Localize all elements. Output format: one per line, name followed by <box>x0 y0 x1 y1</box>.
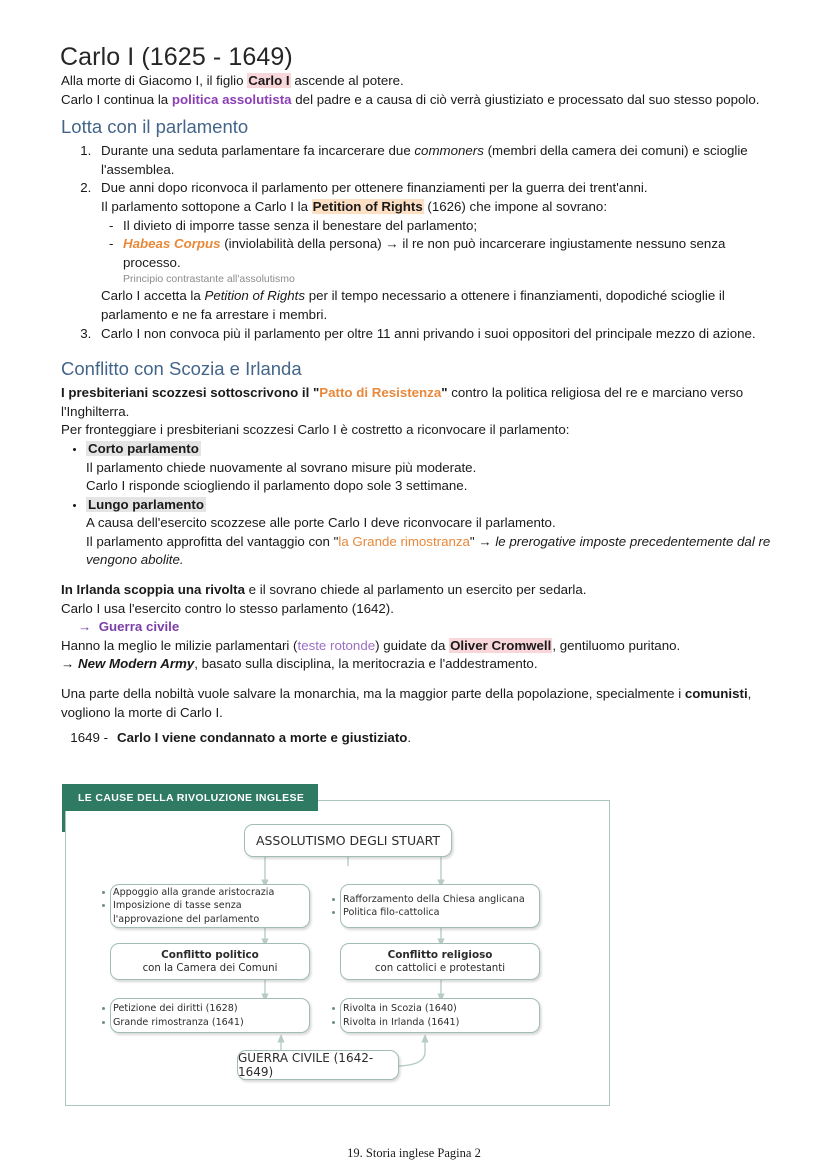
term-grande-rimostranza: la Grande rimostranza <box>338 533 470 549</box>
diagram-banner-label: LE CAUSE DELLA RIVOLUZIONE INGLESE <box>78 791 305 804</box>
list-item: Imposizione di tasse senza l'approvazione del parlamento <box>113 899 301 926</box>
year-text-rest: . <box>407 730 412 746</box>
diagram-node-right-events <box>340 998 540 1033</box>
intro-line-2 <box>61 91 783 110</box>
page-title: Carlo I (1625 - 1649) <box>60 42 293 71</box>
item2-close-prefix: Carlo I accetta la <box>101 288 205 304</box>
lungo-parlamento-consequence: le prerogative imposte precedentemente dal re vengono abolite. <box>86 533 771 568</box>
term-new-modern-army: New Modern Army <box>78 656 195 672</box>
diagram-node-root-label: ASSOLUTISMO DEGLI STUART <box>255 833 441 848</box>
arrow-icon-2: → <box>61 656 78 672</box>
arrow-icon: → <box>78 619 92 635</box>
list-item: - Il divieto di imporre tasse senza il benestare del parlamento; <box>123 217 783 236</box>
section3-line-1 <box>61 581 783 600</box>
year-label: 1649 - <box>70 730 108 746</box>
term-commoners: commoners <box>414 143 484 159</box>
corto-parlamento-line-2: Carlo I risponde sciogliendo il parlamento dopo sole 3 settimane. <box>86 478 468 494</box>
note-principio-contrastante: Principio contrastante all'assolutismo <box>123 273 295 286</box>
section3-line-4 <box>61 655 783 674</box>
term-petition-of-rights: Petition of Rights <box>204 288 305 304</box>
intro-line-1-suffix: ascende al potere. <box>290 73 404 88</box>
highlight-corto-parlamento: Corto parlamento <box>88 440 199 456</box>
highlight-oliver-cromwell: Oliver Cromwell <box>450 637 552 653</box>
list-item: Rivolta in Scozia (1640) <box>343 1002 531 1015</box>
list-item <box>86 440 783 496</box>
section4-paragraph-suffix: , vogliono la morte di Carlo I. <box>61 686 752 720</box>
list-item <box>123 235 783 287</box>
left-events-list <box>111 1002 309 1029</box>
list-item: Rafforzamento della Chiesa anglicana <box>343 893 531 906</box>
document-body <box>61 72 783 748</box>
diagram-banner <box>62 784 318 811</box>
section3-line-2: Carlo I usa l'esercito contro lo stesso parlamento (1642). <box>61 600 394 616</box>
quote-open: " <box>312 385 320 401</box>
term-guerra-civile: Guerra civile <box>98 619 180 635</box>
guerra-civile-row <box>61 618 783 637</box>
item1-suffix: (membri della camera dei comuni) e scioglie l'assemblea. <box>101 143 748 177</box>
diagram-cause-rivoluzione-inglese <box>62 784 610 1106</box>
diagram-node-right-causes <box>340 884 540 928</box>
right-events-list <box>341 1002 539 1029</box>
list-item: Politica filo-cattolica <box>343 906 531 919</box>
item2-line-1: Due anni dopo riconvoca il parlamento per ottenere finanziamenti per la guerra dei trent'anni. <box>101 180 648 196</box>
lungo-parlamento-arrow: " → <box>469 533 496 549</box>
item2-line-2-prefix: Il parlamento sottopone a Carlo I la <box>101 198 312 214</box>
left-conflict-title: Conflitto politico <box>161 948 259 961</box>
heading-lotta-con-il-parlamento: Lotta con il parlamento <box>61 116 249 138</box>
section2-line-2: Per fronteggiare i presbiteriani scozzesi Carlo I è costretto a riconvocare il parlamento: <box>61 422 570 438</box>
intro-line-2-suffix: del padre e a causa di ciò verrà giustiziato e processato dal suo stesso popolo. <box>291 91 760 107</box>
section3-line-1-bold: In Irlanda scoppia una rivolta <box>61 582 245 598</box>
list-item: 3. Carlo I non convoca più il parlamento per oltre 11 anni privando i suoi oppositori del principale mezzo di azione. <box>95 325 783 344</box>
section3-line-4-rest: , basato sulla disciplina, la meritocrazia e l'addestramento. <box>194 656 538 672</box>
list-petition-clauses <box>101 217 783 288</box>
page-footer: 19. Storia inglese Pagina 2 <box>347 1146 481 1160</box>
section2-line-1-rest: contro la politica religiosa del re e marciano verso l'Inghilterra. <box>61 385 744 419</box>
highlight-lungo-parlamento: Lungo parlamento <box>88 496 204 512</box>
item2-line-2-suffix: (1626) che impone al sovrano: <box>423 198 608 214</box>
section3-line-3-suffix: , gentiluomo puritano. <box>552 637 681 653</box>
intro-line-1 <box>61 72 783 91</box>
timeline-entry-1649 <box>52 729 783 748</box>
intro-line-2-prefix: Carlo I continua la <box>61 91 172 107</box>
section3-line-3-prefix: Hanno la meglio le milizie parlamentari ( <box>61 637 298 653</box>
list-parlamenti <box>61 440 783 570</box>
habeas-corpus-description: (inviolabilità della persona) → il re non può incarcerare ingiustamente nessuno senza processo. <box>123 236 726 270</box>
diagram-node-left-conflict <box>110 943 310 980</box>
list-lotta-parlamento <box>61 142 783 343</box>
section4-paragraph-prefix: Una parte della nobiltà vuole salvare la monarchia, ma la maggior parte della popolazione, specialmente i <box>61 686 685 702</box>
term-teste-rotonde: teste rotonde <box>297 637 376 653</box>
list-item <box>95 179 783 324</box>
item1-prefix: Durante una seduta parlamentare fa incarcerare due <box>101 143 415 159</box>
diagram-node-outcome-label: GUERRA CIVILE (1642-1649) <box>238 1051 374 1079</box>
term-patto-di-resistenza: Patto di Resistenza <box>319 385 442 401</box>
left-conflict-subtitle: con la Camera dei Comuni <box>142 962 278 974</box>
list-item: Rivolta in Irlanda (1641) <box>343 1016 531 1029</box>
section4-paragraph <box>61 685 783 722</box>
highlight-carlo-i: Carlo I <box>248 73 290 88</box>
quote-close: " <box>441 385 448 401</box>
diagram-node-right-conflict <box>340 943 540 980</box>
item2-close-suffix: per il tempo necessario a ottenere i finanziamenti, dopodiché scioglie il parlamento e ne fa arrestare i membri. <box>101 288 725 322</box>
term-comunisti: comunisti <box>684 686 748 702</box>
lungo-parlamento-line-2-prefix: Il parlamento approfitta del vantaggio con " <box>86 533 339 549</box>
list-item <box>95 142 783 179</box>
section3-line-3 <box>61 637 783 656</box>
diagram-node-outcome <box>237 1050 399 1080</box>
list-item: Petizione dei diritti (1628) <box>113 1002 301 1015</box>
link-politica-assolutista[interactable]: politica assolutista <box>171 91 292 107</box>
highlight-petition-of-rights: Petition of Rights <box>312 198 423 214</box>
section3-line-1-rest: e il sovrano chiede al parlamento un esercito per sedarla. <box>244 582 587 598</box>
year-text <box>117 729 411 748</box>
list-item <box>86 496 783 570</box>
diagram-node-left-events <box>110 998 310 1033</box>
right-causes-list <box>341 893 539 920</box>
right-conflict-title: Conflitto religioso <box>387 948 493 961</box>
lungo-parlamento-line-1: A causa dell'esercito scozzese alle porte Carlo I deve riconvocare il parlamento. <box>86 515 556 531</box>
list-item: Grande rimostranza (1641) <box>113 1016 301 1029</box>
diagram-node-left-causes <box>110 884 310 928</box>
right-conflict-subtitle: con cattolici e protestanti <box>374 962 506 974</box>
intro-line-1-prefix: Alla morte di Giacomo I, il figlio <box>61 73 248 88</box>
term-habeas-corpus: Habeas Corpus <box>123 236 221 252</box>
list-item: Appoggio alla grande aristocrazia <box>113 886 301 899</box>
year-text-bold: Carlo I viene condannato a morte e giustiziato <box>117 730 408 746</box>
section3-line-3-mid: ) guidate da <box>375 637 450 653</box>
section2-line-1 <box>61 384 783 421</box>
diagram-node-root <box>244 824 452 857</box>
corto-parlamento-line-1: Il parlamento chiede nuovamente al sovrano misure più moderate. <box>86 459 477 475</box>
section2-line-1-bold: I presbiteriani scozzesi sottoscrivono il <box>61 385 313 401</box>
left-causes-list <box>111 886 309 926</box>
heading-conflitto-scozia-irlanda: Conflitto con Scozia e Irlanda <box>61 358 302 380</box>
